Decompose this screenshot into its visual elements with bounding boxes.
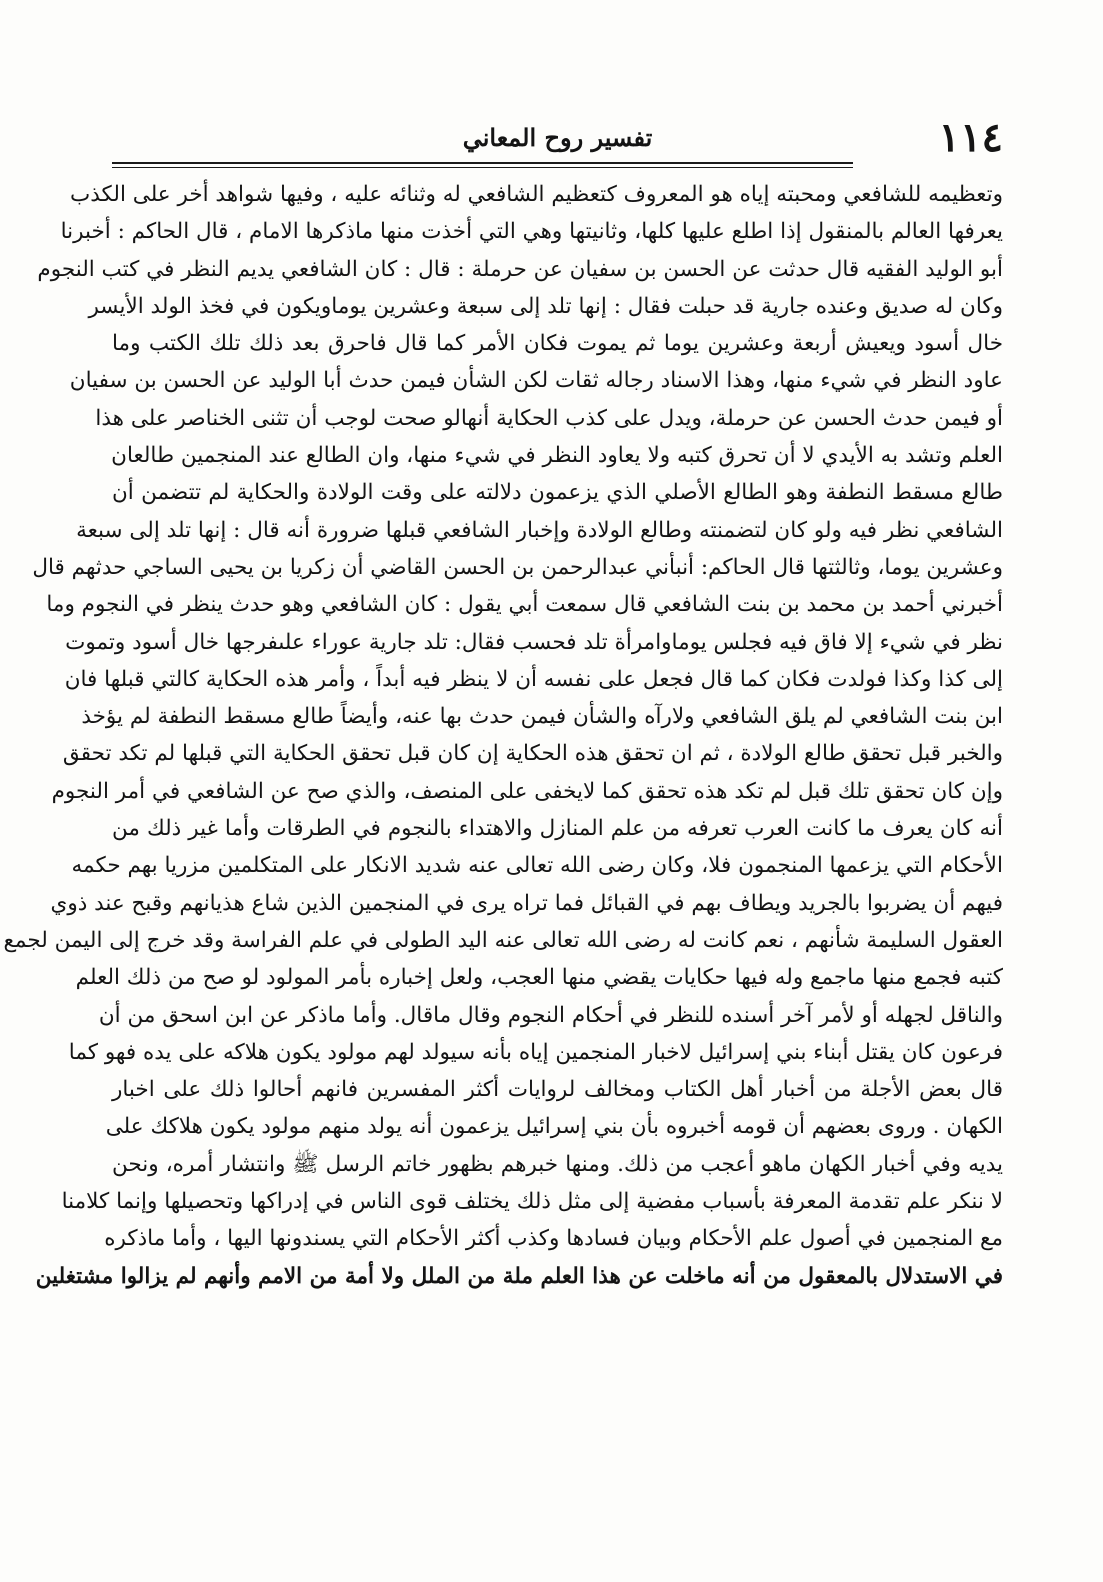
text-line: وكان له صديق وعنده جارية قد حبلت فقال : إنها تلد إلى سبعة وعشرين يوماويكون في فخذ الولد الأيسر [88,293,1003,319]
text-line: مع المنجمين في أصول علم الأحكام وبيان فسادها وكذب أكثر الأحكام التي يسندونها اليها ، وأما ماذكره [104,1226,1003,1252]
text-line: وعشرين يوما، وثالثتها قال الحاكم: أنبأني عبدالرحمن بن الحسن القاضي أن زكريا بن يحيى الساجي حدثهم قال [32,554,1003,580]
text-line: في الاستدلال بالمعقول من أنه ماخلت عن هذا العلم ملة من الملل ولا أمة من الامم وأنهم لم يزالوا مشتغلين [35,1263,1003,1289]
text-line: فيهم أن يضربوا بالجريد ويطاف بهم في القبائل فما تراه يرى في المنجمين الذين شاع هذيانهم وقبح عند ذوي [50,890,1003,916]
text-line: والخبر قبل تحقق طالع الولادة ، ثم ان تحقق هذه الحكاية إن كان قبل تحقق الحكاية التي قبلها لم تكد تحقق [62,741,1003,767]
text-line: إلى كذا وكذا فولدت فكان كما قال فجعل على نفسه أن لا ينظر فيه أبداً ، وأمر هذه الحكاية كالتي قبلها فان [64,666,1003,692]
text-line: أو فيمن حدث الحسن عن حرملة، ويدل على كذب الحكاية أنهالو صحت لوجب أن تثنى الخناصر على هذا [95,405,1003,431]
text-line: العلم وتشد به الأيدي لا أن تحرق كتبه ولا يعاود النظر في شيء منها، وان الطالع عند المنجمين طالعان [111,443,1003,469]
text-line: العقول السليمة شأنهم ، نعم كانت له رضى الله تعالى عنه اليد الطولى في علم الفراسة وقد خرج إلى اليمن لجمع [3,927,1003,953]
text-line: والناقل لجهله أو لأمر آخر أسنده للنظر في أحكام النجوم وقال ماقال. وأما ماذكر عن ابن اسحق من أن [98,1002,1003,1028]
text-line: أبو الوليد الفقيه قال حدثت عن الحسن بن سفيان عن حرملة : قال : كان الشافعي يديم النظر في كتب النجوم [37,256,1003,282]
text-line: فرعون كان يقتل أبناء بني إسرائيل لاخبار المنجمين إياه بأنه سيولد لهم مولود يكون هلاكه على يده فهو كما [68,1039,1003,1065]
text-line: يديه وفي أخبار الكهان ماهو أعجب من ذلك. ومنها خبرهم بظهور خاتم الرسل ﷺ وانتشار أمره، ونحن [112,1151,1003,1177]
text-line: وتعظيمه للشافعي ومحبته إياه هو المعروف كتعظيم الشافعي له وثنائه عليه ، وفيها شواهد أخر على الكذب [70,182,1003,207]
text-line: خال أسود ويعيش أربعة وعشرين يوما ثم يموت فكان الأمر كما قال فاحرق بعد ذلك تلك الكتب وما [112,331,1003,357]
body-text [3,176,1003,1295]
header-rule [112,162,853,164]
running-title: تفسير روح المعاني [462,123,653,152]
text-line: الشافعي نظر فيه ولو كان لتضمنته وطالع الولادة وإخبار الشافعي قبلها ضرورة أنه قال : إنها تلد إلى سبعة [76,517,1003,543]
text-line: الأحكام التي يزعمها المنجمون فلا، وكان رضى الله تعالى عنه شديد الانكار على المتكلمين مزريا بهم حكمه [71,853,1003,879]
header-rule-thin [112,167,853,168]
text-line: يعرفها العالم بالمنقول إذا اطلع عليها كلها، وثانيتها وهي التي أخذت منها ماذكرها الامام ، قال الحاكم : أخبرنا [60,219,1003,245]
text-line: عاود النظر في شيء منها، وهذا الاسناد رجاله ثقات لكن الشأن فيمن حدث أبا الوليد عن الحسن بن سفيان [69,368,1003,394]
text-line: أخبرني أحمد بن محمد بن بنت الشافعي قال سمعت أبي يقول : كان الشافعي وهو حدث ينظر في النجوم وما [46,592,1003,618]
text-line: ابن بنت الشافعي لم يلق الشافعي ولارآه والشأن فيمن حدث بها عنه، وأيضاً طالع مسقط النطفة لم يؤخذ [81,704,1003,730]
text-line: أنه كان يعرف ما كانت العرب تعرفه من علم المنازل والاهتداء بالنجوم في الطرقات وأما غير ذلك من [112,816,1003,842]
text-line: قال بعض الأجلة من أخبار أهل الكتاب ومخالف لروايات أكثر المفسرين فانهم أحالوا ذلك على اخبار [112,1077,1003,1103]
text-line: وإن كان تحقق تلك قبل لم تكد هذه تحقق كما لايخفى على المنصف، والذي صح عن الشافعي في أمر النجوم [51,778,1003,804]
page-header [112,88,1003,161]
text-line: لا ننكر علم تقدمة المعرفة بأسباب مفضية إلى مثل ذلك يختلف قوى الناس في إدراكها وتحصيلها وإنما كلامنا [61,1189,1003,1215]
text-line: كتبه فجمع منها ماجمع وله فيها حكايات يقضي منها العجب، ولعل إخباره بأمر المولود لو صح من ذلك العلم [75,965,1003,991]
page-number: ١١٤ [938,114,1003,161]
text-line: طالع مسقط النطفة وهو الطالع الأصلي الذي يزعمون دلالته على وقت الولادة والحكاية لم تتضمن أن [112,480,1003,506]
text-line: الكهان . وروى بعضهم أن قومه أخبروه بأن بني إسرائيل يزعمون أنه يولد منهم مولود يكون هلاكك على [105,1114,1003,1140]
text-line: نظر في شيء إلا فاق فيه فجلس يوماوامرأة تلد فحسب فقال: تلد جارية عوراء علىفرجها خال أسود وتموت [65,629,1003,655]
